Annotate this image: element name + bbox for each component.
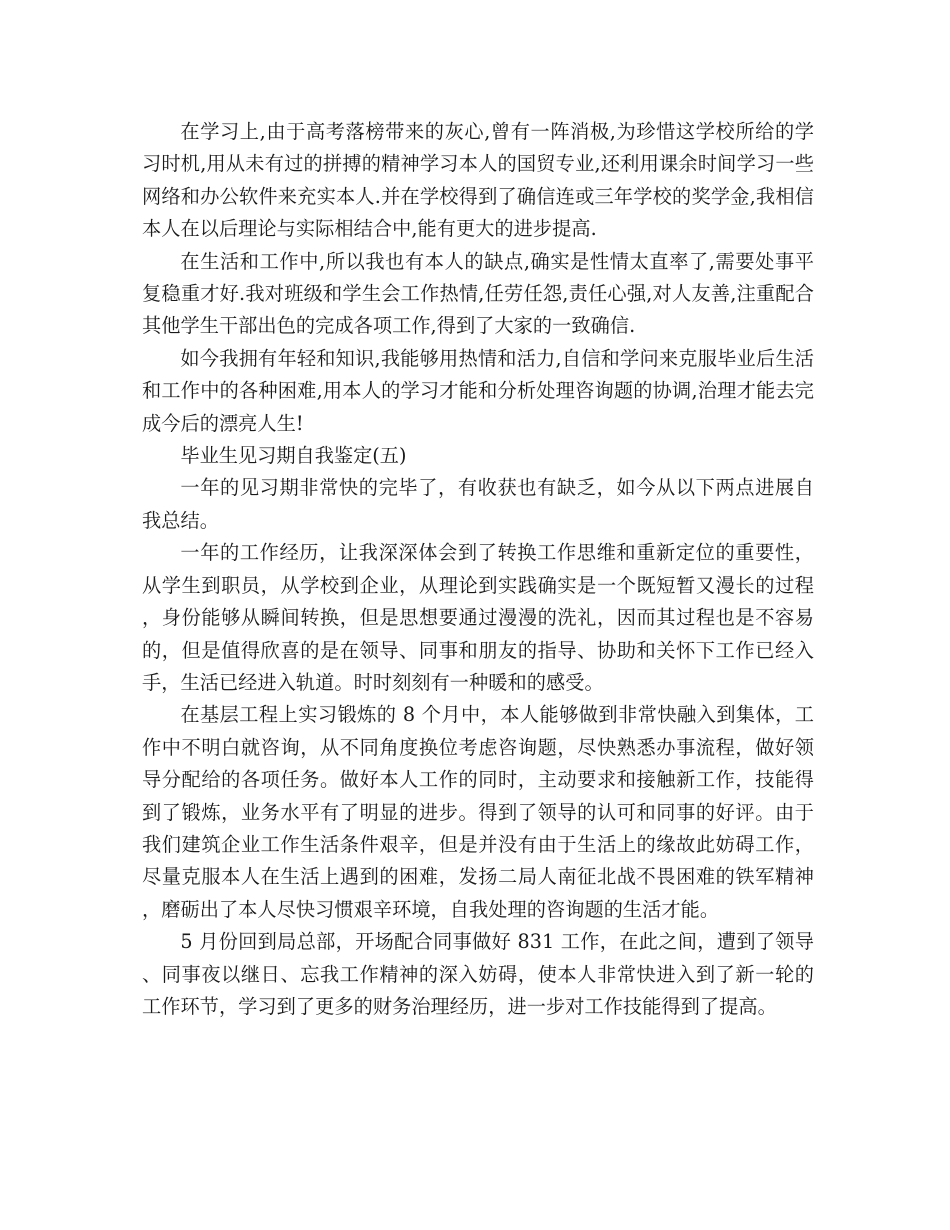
section-title: 毕业生见习期自我鉴定(五) — [180, 444, 407, 468]
paragraph-headquarters: 5 月份回到局总部，开场配合同事做好 831 工作，在此之间，遭到了领导、同事夜以继日、忘我工作精神的深入妨碍，使本人非常快进入到了新一轮的工作环节，学习到了更多的财务治理经历，进一步对工作技能得到了提高。 — [142, 930, 814, 1018]
paragraph-work-experience: 一年的工作经历，让我深深体会到了转换工作思维和重新定位的重要性，从学生到职员，从学校到企业，从理论到实践确实是一个既短暂又漫长的过程，身份能够从瞬间转换，但是思想要通过漫漫的洗礼，因而其过程也是不容易的，但是值得欣喜的是在领导、同事和朋友的指导、协助和关怀下工作已经入手，生活已经进入轨道。时时刻刻有一种暖和的感受。 — [142, 541, 814, 694]
document-body — [142, 116, 814, 1023]
paragraph-summary-intro: 一年的见习期非常快的完毕了，有收获也有缺乏，如今从以下两点进展自我总结。 — [142, 476, 814, 532]
paragraph-study: 在学习上,由于高考落榜带来的灰心,曾有一阵消极,为珍惜这学校所给的学习时机,用从未有过的拼搏的精神学习本人的国贸专业,还利用课余时间学习一些网络和办公软件来充实本人.并在学校得到了确信连或三年学校的奖学金,我相信本人在以后理论与实际相结合中,能有更大的进步提高. — [142, 120, 814, 241]
paragraph-life-work: 在生活和工作中,所以我也有本人的缺点,确实是性情太直率了,需要处事平复稳重才好.我对班级和学生会工作热情,任劳任怨,责任心强,对人友善,注重配合其他学生干部出色的完成各项工作,得到了大家的一致确信. — [142, 249, 814, 338]
paragraph-future: 如今我拥有年轻和知识,我能够用热情和活力,自信和学问来克服毕业后生活和工作中的各种困难,用本人的学习才能和分析处理咨询题的协调,治理才能去完成今后的漂亮人生! — [142, 346, 814, 435]
paragraph-field-training: 在基层工程上实习锻炼的 8 个月中，本人能够做到非常快融入到集体，工作中不明白就咨询，从不同角度换位考虑咨询题，尽快熟悉办事流程，做好领导分配给的各项任务。做好本人工作的同时，主动要求和接触新工作，技能得到了锻炼，业务水平有了明显的进步。得到了领导的认可和同事的好评。由于我们建筑企业工作生活条件艰辛，但是并没有由于生活上的缘故此妨碍工作，尽量克服本人在生活上遇到的困难，发扬二局人南征北战不畏困难的铁军精神，磨砺出了本人尽快习惯艰辛环境，自我处理的咨询题的生活才能。 — [142, 703, 814, 921]
